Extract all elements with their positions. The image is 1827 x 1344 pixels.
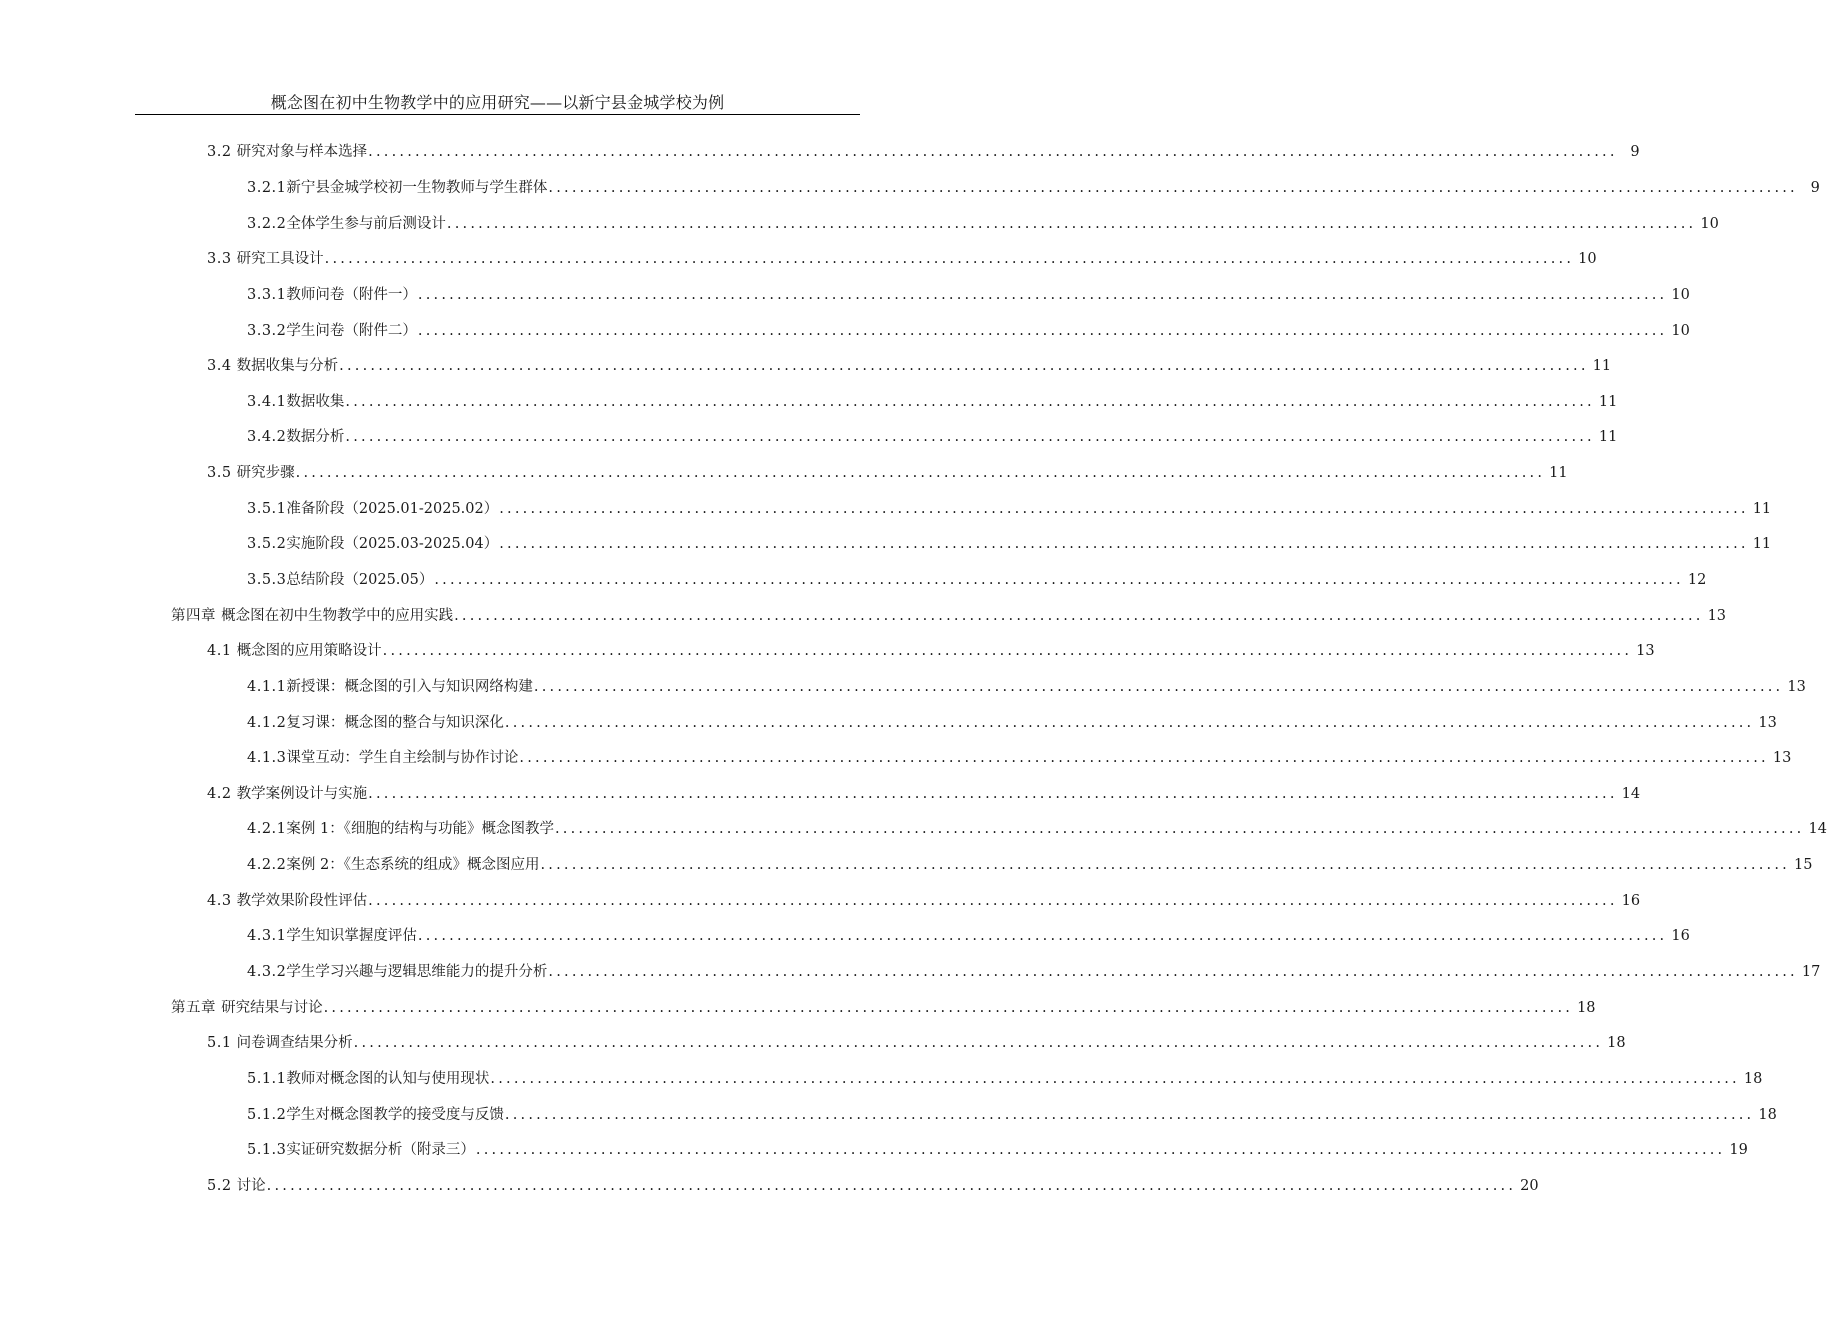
toc-entry-title: 全体学生参与前后测设计 xyxy=(286,215,446,232)
toc-entry-title: 讨论 xyxy=(236,1177,266,1194)
toc-entry-line xyxy=(207,782,1641,803)
toc-entry-title: 数据收集 xyxy=(286,393,345,410)
toc-entry-number: 3.5.2 xyxy=(247,536,287,553)
toc-entry-number: 3.5.3 xyxy=(247,572,287,588)
toc-entry-title: 研究工具设计 xyxy=(236,251,324,268)
toc-entry-line xyxy=(247,390,1618,411)
toc-entry-title: 案例 2：《生态系统的组成》概念图应用 xyxy=(286,857,540,874)
toc-entry-page-number: 15 xyxy=(1793,857,1813,874)
toc-entry-line xyxy=(247,853,1813,874)
toc-entry[interactable] xyxy=(0,881,1641,917)
toc-entry-line xyxy=(207,1174,1539,1195)
toc-dot-leader: ................................................................................................................................................................ xyxy=(434,572,1684,588)
header-rule xyxy=(135,114,860,115)
toc-entry-title: 学生对概念图教学的接受度与反馈 xyxy=(286,1106,504,1123)
table-of-contents xyxy=(0,133,1827,1202)
toc-entry-title: 概念图在初中生物教学中的应用实践 xyxy=(221,607,454,624)
toc-entry-title: 教师问卷（附件一） xyxy=(286,286,417,303)
toc-entry[interactable] xyxy=(0,988,1596,1024)
toc-entry-page-number: 18 xyxy=(1758,1106,1777,1123)
toc-entry[interactable] xyxy=(0,810,1827,846)
toc-entry-page-number: 17 xyxy=(1801,964,1821,981)
toc-entry[interactable] xyxy=(0,311,1690,347)
toc-entry-line xyxy=(247,497,1772,518)
toc-entry[interactable] xyxy=(0,1167,1539,1203)
toc-entry-number: 4.2 xyxy=(207,785,237,802)
toc-dot-leader: ................................................................................................................................................................ xyxy=(353,1035,1604,1052)
toc-entry-number: 4.3 xyxy=(207,892,237,909)
toc-entry-number: 3.3 xyxy=(207,251,237,268)
toc-entry-title: 教学案例设计与实施 xyxy=(236,785,368,802)
toc-entry-line xyxy=(171,996,1596,1017)
toc-entry-number: 5.1.3 xyxy=(247,1142,287,1159)
toc-entry-page-number: 13 xyxy=(1707,607,1727,624)
toc-entry-page-number: 18 xyxy=(1577,999,1596,1016)
toc-entry[interactable] xyxy=(0,418,1618,454)
toc-dot-leader: ................................................................................................................................................................ xyxy=(417,286,1668,303)
toc-entry-page-number: 20 xyxy=(1520,1177,1539,1194)
toc-entry-page-number: 13 xyxy=(1772,750,1792,767)
toc-entry-line xyxy=(247,1138,1748,1159)
toc-entry-page-number: 11 xyxy=(1598,393,1618,410)
toc-entry-title: 总结阶段（2025.05） xyxy=(286,572,434,588)
toc-entry-number: 4.3.1 xyxy=(247,928,287,945)
toc-entry-line xyxy=(247,924,1690,945)
toc-entry-page-number: 14 xyxy=(1808,821,1827,838)
running-header: 概念图在初中生物教学中的应用研究——以新宁县金城学校为例 xyxy=(270,93,725,112)
toc-entry-page-number: 11 xyxy=(1592,358,1612,375)
toc-dot-leader: ................................................................................................................................................................ xyxy=(499,536,1749,553)
toc-dot-leader: ................................................................................................................................................................ xyxy=(266,1177,1517,1194)
toc-entry-page-number: 11 xyxy=(1752,500,1772,517)
toc-entry-number: 4.1.1 xyxy=(247,678,287,695)
toc-entry[interactable] xyxy=(0,953,1821,989)
toc-entry-page-number: 18 xyxy=(1607,1035,1626,1052)
toc-entry[interactable] xyxy=(0,775,1641,811)
toc-entry[interactable] xyxy=(0,632,1655,668)
toc-dot-leader: ................................................................................................................................................................ xyxy=(548,179,1798,196)
toc-entry[interactable] xyxy=(0,204,1719,240)
toc-entry-number: 4.3.2 xyxy=(247,964,287,981)
toc-entry-page-number: 11 xyxy=(1752,536,1772,553)
toc-entry-line xyxy=(247,675,1806,696)
toc-entry-line xyxy=(247,960,1821,981)
toc-entry[interactable] xyxy=(0,1024,1626,1060)
toc-entry-title: 新授课：概念图的引入与知识网络构建 xyxy=(286,678,533,695)
toc-entry-page-number: 13 xyxy=(1787,678,1806,695)
toc-entry[interactable] xyxy=(0,454,1568,490)
toc-entry-line xyxy=(247,212,1719,233)
toc-dot-leader: ................................................................................................................................................................ xyxy=(475,1142,1726,1159)
toc-entry-title: 课堂互动：学生自主绘制与协作讨论 xyxy=(286,750,519,767)
toc-entry-page-number: 14 xyxy=(1621,785,1641,802)
toc-entry-number: 3.2.2 xyxy=(247,215,287,232)
toc-dot-leader: ................................................................................................................................................................ xyxy=(555,821,1805,838)
toc-entry-line xyxy=(207,639,1655,660)
toc-entry-line xyxy=(247,711,1777,732)
toc-entry[interactable] xyxy=(0,489,1772,525)
toc-entry-title: 研究结果与讨论 xyxy=(221,999,323,1016)
toc-entry-page-number: 9 xyxy=(1630,144,1640,161)
toc-dot-leader: ................................................................................................................................................................ xyxy=(324,251,1575,268)
toc-entry-number: 3.3.1 xyxy=(247,286,287,303)
toc-entry-number: 4.1 xyxy=(207,643,237,660)
toc-dot-leader: ................................................................................................................................................................ xyxy=(368,785,1618,802)
toc-dot-leader: ................................................................................................................................................................ xyxy=(519,750,1769,767)
toc-entry[interactable] xyxy=(0,133,1640,169)
toc-entry-title: 新宁县金城学校初一生物教师与学生群体 xyxy=(286,179,548,196)
toc-entry-line xyxy=(207,247,1597,268)
toc-entry-number: 第五章 xyxy=(171,999,222,1016)
toc-entry-line xyxy=(247,532,1772,553)
toc-entry[interactable] xyxy=(0,917,1690,953)
toc-entry-line xyxy=(247,817,1827,838)
toc-entry-number: 4.1.3 xyxy=(247,750,287,767)
toc-entry-title: 复习课：概念图的整合与知识深化 xyxy=(286,714,504,731)
toc-entry-title: 实施阶段（2025.03-2025.04） xyxy=(286,536,499,553)
toc-entry-number: 4.2.2 xyxy=(247,857,287,874)
toc-entry-title: 学生问卷（附件二） xyxy=(286,322,417,339)
toc-entry-page-number: 12 xyxy=(1687,572,1707,588)
toc-entry-line xyxy=(247,319,1690,340)
toc-entry[interactable] xyxy=(0,525,1772,561)
toc-entry-title: 教学效果阶段性评估 xyxy=(236,892,368,909)
toc-dot-leader: ................................................................................................................................................................ xyxy=(490,1070,1740,1087)
toc-dot-leader: ................................................................................................................................................................ xyxy=(540,857,1790,874)
toc-entry-title: 学生学习兴趣与逻辑思维能力的提升分析 xyxy=(286,964,548,981)
toc-entry-number: 3.4 xyxy=(207,358,237,375)
toc-entry-line xyxy=(207,889,1641,910)
toc-entry[interactable] xyxy=(0,739,1792,775)
toc-entry[interactable] xyxy=(0,561,1707,597)
toc-entry-line xyxy=(207,1031,1626,1052)
toc-entry-number: 4.2.1 xyxy=(247,821,287,838)
toc-entry-page-number: 10 xyxy=(1700,215,1719,232)
toc-entry-page-number: 11 xyxy=(1549,465,1568,482)
toc-entry[interactable] xyxy=(0,703,1777,739)
toc-entry-line xyxy=(247,746,1792,767)
toc-entry-title: 案例 1：《细胞的结构与功能》概念图教学 xyxy=(286,821,554,838)
toc-entry-line xyxy=(207,140,1640,161)
toc-entry-page-number: 11 xyxy=(1598,429,1618,446)
toc-entry-page-number: 16 xyxy=(1621,892,1641,909)
toc-entry-title: 数据分析 xyxy=(286,429,345,446)
toc-dot-leader: ................................................................................................................................................................ xyxy=(323,999,1574,1016)
toc-entry[interactable] xyxy=(0,846,1813,882)
toc-entry-title: 准备阶段（2025.01-2025.02） xyxy=(286,500,499,517)
toc-entry[interactable] xyxy=(0,1095,1777,1131)
toc-dot-leader: ................................................................................................................................................................ xyxy=(417,322,1668,339)
toc-dot-leader: ................................................................................................................................................................ xyxy=(454,607,1704,624)
toc-entry-line xyxy=(207,354,1612,375)
toc-entry[interactable] xyxy=(0,347,1612,383)
toc-dot-leader: ................................................................................................................................................................ xyxy=(446,215,1697,232)
toc-dot-leader: ................................................................................................................................................................ xyxy=(417,928,1668,945)
toc-dot-leader: ................................................................................................................................................................ xyxy=(548,964,1798,981)
toc-entry-title: 学生知识掌握度评估 xyxy=(286,928,417,945)
toc-dot-leader: ................................................................................................................................................................ xyxy=(339,358,1589,375)
toc-entry-page-number: 18 xyxy=(1743,1070,1763,1087)
toc-entry-title: 教师对概念图的认知与使用现状 xyxy=(286,1070,490,1087)
toc-entry-line xyxy=(247,425,1618,446)
toc-entry-line xyxy=(247,176,1820,197)
toc-entry-number: 3.5 xyxy=(207,465,237,482)
toc-entry-page-number: 10 xyxy=(1671,286,1690,303)
toc-entry-number: 5.1.1 xyxy=(247,1070,287,1087)
toc-entry[interactable] xyxy=(0,1131,1748,1167)
toc-entry-page-number: 10 xyxy=(1671,322,1690,339)
toc-entry-page-number: 10 xyxy=(1578,251,1597,268)
toc-dot-leader: ................................................................................................................................................................ xyxy=(533,678,1784,695)
toc-entry-number: 5.2 xyxy=(207,1177,237,1194)
toc-entry-line xyxy=(247,1067,1763,1088)
toc-entry-title: 问卷调查结果分析 xyxy=(236,1035,353,1052)
toc-entry-title: 数据收集与分析 xyxy=(236,358,339,375)
toc-entry[interactable] xyxy=(0,382,1618,418)
toc-entry[interactable] xyxy=(0,668,1806,704)
toc-entry[interactable] xyxy=(0,169,1820,205)
toc-entry-title: 研究步骤 xyxy=(236,465,295,482)
toc-entry-number: 第四章 xyxy=(171,607,222,624)
toc-dot-leader: ................................................................................................................................................................ xyxy=(368,892,1618,909)
toc-entry-line xyxy=(247,1103,1777,1124)
toc-dot-leader: ................................................................................................................................................................ xyxy=(345,393,1595,410)
toc-entry-number: 3.2.1 xyxy=(247,179,287,196)
toc-dot-leader: ................................................................................................................................................................ xyxy=(504,714,1755,731)
toc-entry[interactable] xyxy=(0,1060,1763,1096)
toc-dot-leader: ................................................................................................................................................................ xyxy=(345,429,1595,446)
toc-entry-page-number: 13 xyxy=(1636,643,1655,660)
toc-entry-number: 3.4.1 xyxy=(247,393,287,410)
toc-entry-line xyxy=(171,604,1727,625)
toc-entry-number: 3.2 xyxy=(207,144,237,161)
toc-entry-line xyxy=(247,568,1707,589)
toc-entry-number: 5.1 xyxy=(207,1035,237,1052)
toc-entry-title: 概念图的应用策略设计 xyxy=(236,643,382,660)
toc-entry-page-number: 16 xyxy=(1671,928,1690,945)
toc-entry-number: 3.5.1 xyxy=(247,500,287,517)
toc-entry-page-number: 9 xyxy=(1810,179,1820,196)
toc-dot-leader: ................................................................................................................................................................ xyxy=(382,643,1633,660)
toc-entry-number: 3.3.2 xyxy=(247,322,287,339)
toc-entry[interactable] xyxy=(0,276,1690,312)
toc-entry-title: 实证研究数据分析（附录三） xyxy=(286,1142,475,1159)
toc-entry-line xyxy=(247,283,1690,304)
toc-entry-line xyxy=(207,461,1568,482)
toc-dot-leader: ................................................................................................................................................................ xyxy=(499,500,1749,517)
toc-entry-number: 3.4.2 xyxy=(247,429,287,446)
toc-entry-page-number: 13 xyxy=(1758,714,1777,731)
toc-dot-leader: ................................................................................................................................................................ xyxy=(295,465,1546,482)
toc-entry[interactable] xyxy=(0,596,1727,632)
toc-entry[interactable] xyxy=(0,240,1597,276)
toc-entry-number: 5.1.2 xyxy=(247,1106,287,1123)
toc-dot-leader: ................................................................................................................................................................ xyxy=(504,1106,1755,1123)
toc-entry-number: 4.1.2 xyxy=(247,714,287,731)
toc-dot-leader: ................................................................................................................................................................ xyxy=(368,144,1618,161)
toc-entry-title: 研究对象与样本选择 xyxy=(236,144,368,161)
toc-entry-page-number: 19 xyxy=(1729,1142,1748,1159)
